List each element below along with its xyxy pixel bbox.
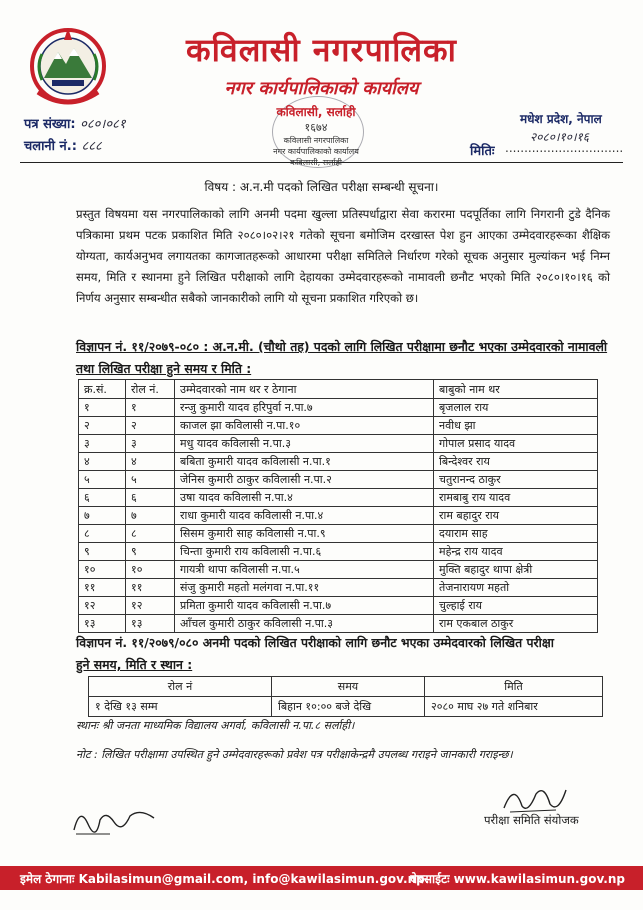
letter-number <box>24 114 126 132</box>
cell-serial: ११ <box>79 579 126 597</box>
cell-roll: ३ <box>126 435 175 453</box>
cell-father-name: तेजनारायण महतो <box>434 579 598 597</box>
schedule-roll: १ देखि १३ सम्म <box>89 697 272 717</box>
cell-roll: १२ <box>126 597 175 615</box>
cell-roll: ९ <box>126 543 175 561</box>
cell-serial: १० <box>79 561 126 579</box>
schedule-time: बिहान १०:०० बजे देखि <box>272 697 425 717</box>
table-row <box>79 525 598 543</box>
cell-father-name: बृजलाल राय <box>434 399 598 417</box>
cell-roll: ४ <box>126 453 175 471</box>
cell-father-name: मुक्ति बहादुर थापा क्षेत्री <box>434 561 598 579</box>
cell-father-name: राम एकबाल ठाकुर <box>434 615 598 633</box>
handwritten-date: २०८०।१०।१६ <box>530 130 590 144</box>
dispatch-number-label: चलानी नं.: <box>24 139 77 154</box>
schedule-header-roll: रोल नं <box>89 677 272 697</box>
dispatch-number <box>24 136 102 154</box>
cell-name-address: प्रमिता कुमारी यादव कविलासी न.पा.७ <box>175 597 434 615</box>
cell-name-address: जेनिस कुमारी ठाकुर कविलासी न.पा.२ <box>175 471 434 489</box>
cell-name-address: सिसम कुमारी साह कविलासी न.पा.९ <box>175 525 434 543</box>
cell-roll: ६ <box>126 489 175 507</box>
cell-serial: २ <box>79 417 126 435</box>
cell-roll: १३ <box>126 615 175 633</box>
cell-name-address: काजल झा कविलासी न.पा.१० <box>175 417 434 435</box>
table-row <box>79 489 598 507</box>
contact-footer <box>0 866 643 890</box>
cell-serial: ७ <box>79 507 126 525</box>
cell-serial: ५ <box>79 471 126 489</box>
schedule-table <box>88 676 603 717</box>
signature-title: परीक्षा समिति संयोजक <box>484 813 579 827</box>
exam-venue: स्थानः श्री जनता माध्यमिक विद्यालय अगर्वा, कविलासी न.पा.८ सर्लाही। <box>76 719 355 732</box>
candidate-table-header <box>79 380 598 399</box>
header-serial: क्र.सं. <box>79 380 126 399</box>
table-row <box>79 579 598 597</box>
table-row <box>79 597 598 615</box>
municipality-title: कविलासी नगरपालिका <box>186 31 457 69</box>
cell-name-address: संजु कुमारी महतो मलंगवा न.पा.११ <box>175 579 434 597</box>
table-row <box>79 417 598 435</box>
cell-father-name: गोपाल प्रसाद यादव <box>434 435 598 453</box>
schedule-header-time: समय <box>272 677 425 697</box>
cell-serial: ८ <box>79 525 126 543</box>
cell-roll: २ <box>126 417 175 435</box>
cell-name-address: उषा यादव कविलासी न.पा.४ <box>175 489 434 507</box>
schedule-heading-part1: विज्ञापन नं. ११/२०७९/०८० अनमी पदको लिखित परीक्षाको लागि छनौट भएका उम्मेदवारको लिखित परीक्षा <box>76 635 554 650</box>
dispatch-number-value: ८८८ <box>81 139 102 154</box>
table-row <box>79 615 598 633</box>
cell-father-name: चतुरानन्द ठाकुर <box>434 471 598 489</box>
cell-roll: ८ <box>126 525 175 543</box>
cell-father-name: दयाराम साह <box>434 525 598 543</box>
cell-serial: १३ <box>79 615 126 633</box>
table-row <box>79 399 598 417</box>
header-father-name: बाबुको नाम थर <box>434 380 598 399</box>
cell-roll: १० <box>126 561 175 579</box>
schedule-row <box>89 697 603 717</box>
cell-father-name: रामबाबु राय यादव <box>434 489 598 507</box>
cell-roll: ७ <box>126 507 175 525</box>
footer-email: इमेल ठेगानाः Kabilasimun@gmail.com, info@kawilasimun.gov.np. <box>20 872 430 886</box>
table-row <box>79 561 598 579</box>
table-row <box>79 453 598 471</box>
cell-serial: ४ <box>79 453 126 471</box>
cell-roll: ११ <box>126 579 175 597</box>
cell-roll: १ <box>126 399 175 417</box>
cell-roll: ५ <box>126 471 175 489</box>
handwritten-signature-left <box>70 800 160 840</box>
stamp-line-3: कविलासी, सर्लाही <box>290 158 342 167</box>
header-name-address: उम्मेदवारको नाम थर र ठेगाना <box>175 380 434 399</box>
cell-serial: ९ <box>79 543 126 561</box>
table-row <box>79 471 598 489</box>
letter-number-value: ०८०।०८१ <box>80 117 126 132</box>
cell-name-address: मधु यादव कविलासी न.पा.३ <box>175 435 434 453</box>
date-label: मितिः <box>470 144 495 159</box>
table-row <box>79 435 598 453</box>
date-dots: ............................... <box>505 141 624 155</box>
stamp-line-1: कविलासी नगरपालिका <box>283 136 349 145</box>
office-address <box>258 103 374 168</box>
notice-subject: विषय : अ.न.मी पदको लिखित परीक्षा सम्बन्धी सूचना। <box>204 180 439 194</box>
header-roll: रोल नं. <box>126 380 175 399</box>
cell-name-address: चिन्ता कुमारी राय कविलासी न.पा.६ <box>175 543 434 561</box>
schedule-heading-part2: हुने समय, मिति र स्थान : <box>76 657 193 672</box>
schedule-table-header <box>89 677 603 697</box>
cell-father-name: राम बहादुर राय <box>434 507 598 525</box>
cell-father-name: चुल्हाई राय <box>434 597 598 615</box>
candidate-list-heading: विज्ञापन नं. ११/२०७९-०८० : अ.न.मी. (चौथो तह) पदको लागि लिखित परीक्षामा छनौट भएका उम्मेदवारको नामावली तथा लिखित परीक्षा हुने समय र मिति : <box>76 339 608 376</box>
cell-name-address: राधा कुमारी यादव कविलासी न.पा.४ <box>175 507 434 525</box>
cell-father-name: नवीध झा <box>434 417 598 435</box>
schedule-heading <box>76 632 616 676</box>
office-line: कविलासी, सर्लाही <box>276 105 356 119</box>
stamp-line-2: नगर कार्यपालिकाको कार्यालय <box>273 147 359 156</box>
cell-father-name: महेन्द्र राय यादव <box>434 543 598 561</box>
schedule-header-date: मिति <box>425 677 603 697</box>
table-row <box>79 543 598 561</box>
cell-name-address: गायत्री थापा कविलासी न.पा.५ <box>175 561 434 579</box>
cell-name-address: बबिता कुमारी यादव कविलासी न.पा.१ <box>175 453 434 471</box>
province-name: मधेश प्रदेश, नेपाल <box>520 112 602 126</box>
cell-serial: ६ <box>79 489 126 507</box>
cell-name-address: आँचल कुमारी ठाकुर कविलासी न.पा.३ <box>175 615 434 633</box>
table-row <box>79 507 598 525</box>
cell-serial: १२ <box>79 597 126 615</box>
cell-serial: १ <box>79 399 126 417</box>
cell-father-name: बिन्देश्वर राय <box>434 453 598 471</box>
notice-body: प्रस्तुत विषयमा यस नगरपालिकाको लागि अनमी पदमा खुल्ला प्रतिस्पर्धाद्वारा सेवा करारमा पदपूर्तिका लागि निगरानी टुडे दैनिक पत्रिकामा प्रथम पटक प्रकाशित मिति २०८०।०२।२१ गतेको सूचना बमोजिम दरखास्त पेश हुन आएका उम्मेदवारहरूका शैक्षिक योग्यता, कार्यअनुभव लगायतका कागजातहरूको आधारमा परीक्षा समितिले निर्धारण गरेको सूचक अनुसार मुल्यांकन भई निम्न समय, मिति र स्थानमा हुने लिखित परीक्षाको लागि देहायका उम्मेदवारहरूको नामावली छनौट भएको मिति २०८०।१०।१६ को निर्णय अनुसार सम्बन्धीत सबैको जानकारीको लागि यो सूचना प्रकाशित गरिएको छ। <box>76 207 610 305</box>
candidate-table <box>78 379 598 633</box>
cell-serial: ३ <box>79 435 126 453</box>
schedule-date: २०८० माघ २७ गते शनिबार <box>425 697 603 717</box>
header-divider <box>20 162 623 163</box>
office-subtitle: नगर कार्यपालिकाको कार्यालय <box>224 78 419 99</box>
admit-card-note: नोट : लिखित परीक्षामा उपस्थित हुने उम्मेदवारहरूको प्रवेश पत्र परीक्षाकेन्द्रमै उपलब्ध गराइने जानकारी गराइन्छ। <box>76 748 513 761</box>
cell-name-address: रन्जु कुमारी यादव हरिपुर्वा न.पा.७ <box>175 399 434 417</box>
footer-website: वेबसाईटः www.kawilasimun.gov.np <box>410 872 625 886</box>
stamp-number: १६७४ <box>304 121 328 134</box>
letter-number-label: पत्र संख्या: <box>24 117 76 132</box>
